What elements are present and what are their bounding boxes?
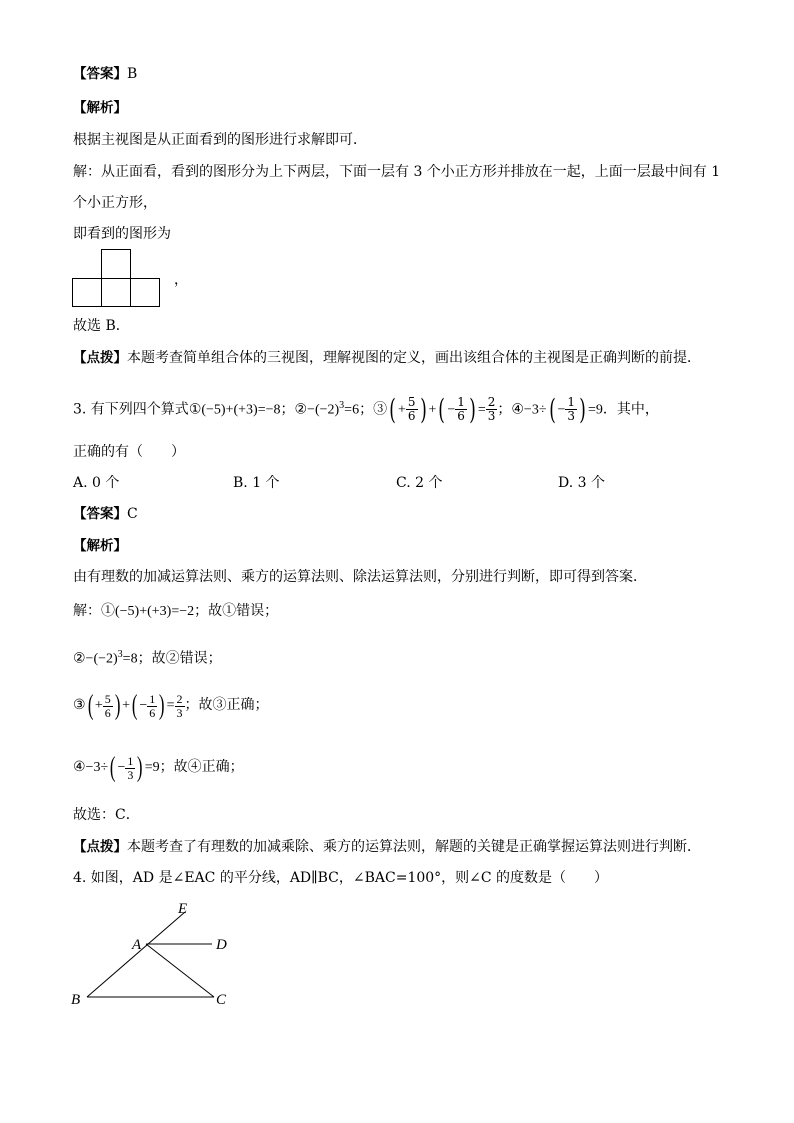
frac-den: 3 bbox=[487, 409, 496, 424]
q3-stem: 3. 有下列四个算式①(−5)+(+3)=−8；$②-(-2)^3=6$；③( + $\frac{5}{6}$ ) +( − $\frac{1}{6}$ ) = $\frac{2}{3}$ ；④−3÷( − $\frac{1}{3}$ ) =9．其中， bbox=[73, 392, 659, 426]
frac-den: 6 bbox=[407, 409, 416, 424]
frac-num: 2 bbox=[487, 395, 496, 410]
comment-text: 本题考查简单组合体的三视图，理解视图的定义，画出该组合体的主视图是正确判断的前提． bbox=[127, 350, 701, 366]
figure-comma: ， bbox=[174, 272, 188, 288]
q3-frac-2-3 bbox=[486, 396, 498, 423]
frac-den: 6 bbox=[149, 705, 156, 720]
frac-den: 6 bbox=[457, 409, 465, 424]
comment-line-q3 bbox=[73, 837, 701, 857]
q3-minus-sign: − bbox=[447, 402, 456, 418]
geometry-figure bbox=[66, 896, 246, 1012]
front-view-figure bbox=[72, 249, 164, 309]
segment-be bbox=[87, 912, 185, 997]
label-b: B bbox=[71, 992, 81, 1008]
analysis-text-q2: 根据主视图是从正面看到的图形进行求解即可． bbox=[73, 132, 367, 148]
answer-value: C bbox=[127, 506, 138, 522]
frac-den: 3 bbox=[176, 705, 183, 720]
answer-line-q2 bbox=[73, 64, 137, 84]
solution-2-q3 bbox=[73, 645, 222, 670]
q3-frac-1-3 bbox=[565, 396, 577, 423]
sol3-minus: − bbox=[139, 698, 148, 714]
frac-den: 3 bbox=[567, 409, 575, 424]
solution-1-q3: 解：①(−5)+(+3)=−2；故①错误； bbox=[73, 604, 279, 619]
answer-label: 【答案】 bbox=[73, 66, 127, 82]
comment-line-q2 bbox=[73, 348, 701, 368]
sol3-plus: + bbox=[94, 698, 103, 714]
comment-label: 【点拨】 bbox=[73, 839, 127, 855]
q3-expr2-exp: 3 bbox=[339, 400, 345, 411]
label-c: C bbox=[216, 992, 227, 1008]
q3-stem-prefix: 3. 有下列四个算式 bbox=[73, 401, 189, 418]
sol2-b: =8；故②错误； bbox=[122, 651, 222, 667]
q3-expr2-a: ②−(−2) bbox=[294, 402, 340, 418]
solution-line2-q2: 个小正方形， bbox=[73, 195, 157, 211]
q3-expr4-b: =9 bbox=[587, 402, 603, 418]
option-b[interactable]: B. 1 个 bbox=[233, 475, 280, 491]
choice-q3: 故选：C． bbox=[73, 807, 140, 823]
option-c[interactable]: C. 2 个 bbox=[396, 475, 443, 491]
q4-stem: 4. 如图，AD 是∠EAC 的平分线，AD∥BC，∠BAC=100°，则∠C 的度数是（ ） bbox=[73, 870, 609, 886]
analysis-text-q3: 由有理数的加减运算法则、乘方的运算法则、除法运算法则，分别进行判断，即可得到答案． bbox=[73, 569, 647, 585]
q3-stem-suffix: ．其中， bbox=[602, 401, 659, 418]
comment-text: 本题考查了有理数的加减乘除、乘方的运算法则，解题的关键是正确掌握运算法则进行判断． bbox=[127, 839, 701, 855]
option-d[interactable]: D. 3 个 bbox=[558, 475, 605, 491]
solution-3-q3: ③( + $\frac{5}{6}$ ) +( − $\frac{1}{6}$ ) = $\frac{2}{3}$ ；故③正确； bbox=[73, 690, 269, 721]
choice-q2: 故选 B． bbox=[73, 318, 130, 334]
label-d: D bbox=[216, 937, 227, 953]
label-a: A bbox=[132, 937, 142, 953]
answer-label: 【答案】 bbox=[73, 506, 127, 522]
sol2-exp: 3 bbox=[117, 649, 123, 660]
sol4-frac-1-3 bbox=[125, 755, 135, 782]
frac-num: 5 bbox=[407, 395, 416, 410]
sol4-a: ④−3÷ bbox=[73, 760, 109, 776]
analysis-label-q3: 【解析】 bbox=[73, 538, 127, 554]
frac-num: 1 bbox=[567, 395, 575, 410]
segment-ac bbox=[146, 944, 214, 997]
label-e: E bbox=[178, 901, 188, 917]
q3-semicolon: ； bbox=[497, 401, 512, 418]
frac-num: 1 bbox=[457, 395, 465, 410]
q3-stem-line2: 正确的有（ ） bbox=[73, 444, 185, 460]
frac-num: 2 bbox=[176, 691, 183, 706]
frac-den: 3 bbox=[127, 767, 134, 782]
sol3-frac-1-6 bbox=[147, 693, 157, 720]
analysis-label-q2: 【解析】 bbox=[73, 100, 127, 116]
q3-frac-5-6 bbox=[406, 396, 418, 423]
q3-expr4-a: ④−3÷ bbox=[511, 402, 547, 418]
answer-line-q3 bbox=[73, 504, 138, 524]
q3-expr2-b: =6；③ bbox=[344, 402, 388, 418]
solution-line1-q2: 解：从正面看，看到的图形分为上下两层，下面一层有 3 个小正方形并排放在一起，上面一层最中间有 1 bbox=[73, 164, 721, 180]
q3-equals: = bbox=[477, 402, 486, 418]
q3-frac-1-6 bbox=[455, 396, 467, 423]
frac-den: 6 bbox=[104, 705, 111, 720]
sol3-frac-5-6 bbox=[103, 693, 113, 720]
q3-plus-sign: + bbox=[398, 402, 406, 418]
bottom-square-2 bbox=[102, 279, 131, 307]
bottom-square-1 bbox=[73, 279, 102, 307]
top-square bbox=[102, 250, 131, 279]
sol3-equals: = bbox=[166, 698, 175, 714]
frac-num: 1 bbox=[149, 691, 156, 706]
sol3-tail: ；故③正确； bbox=[184, 698, 269, 714]
q3-expr1: ①(−5)+(+3)=−8； bbox=[188, 402, 295, 418]
figure-intro-q2: 即看到的图形为 bbox=[73, 226, 171, 242]
frac-num: 5 bbox=[104, 691, 111, 706]
comment-label: 【点拨】 bbox=[73, 350, 127, 366]
sol3-frac-2-3 bbox=[175, 693, 185, 720]
sol2-a: ②−(−2) bbox=[73, 651, 118, 667]
answer-value: B bbox=[127, 66, 138, 82]
solution-4-q3: ④−3÷( − $\frac{1}{3}$ ) =9；故④正确； bbox=[73, 752, 244, 783]
option-a[interactable]: A. 0 个 bbox=[73, 475, 120, 491]
bottom-square-3 bbox=[131, 279, 160, 307]
sol4-tail: =9；故④正确； bbox=[144, 760, 244, 776]
frac-num: 1 bbox=[127, 753, 134, 768]
